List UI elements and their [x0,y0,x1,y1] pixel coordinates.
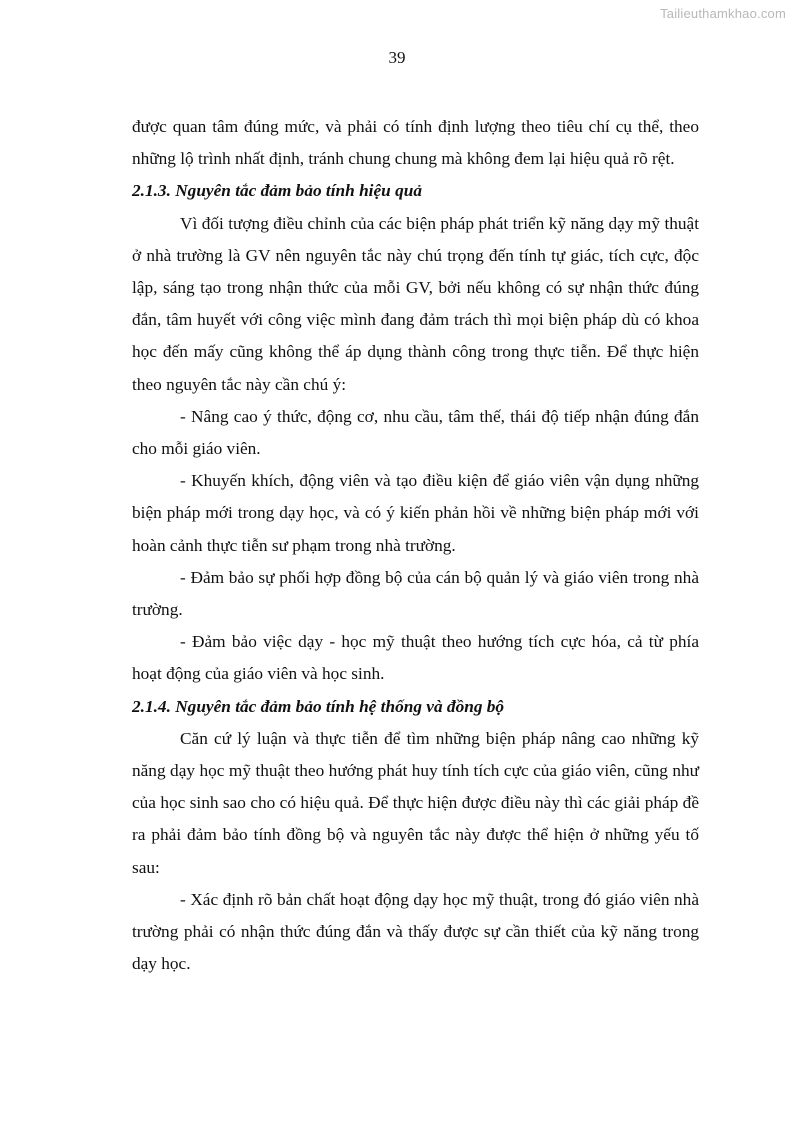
paragraph-continuation: được quan tâm đúng mức, và phải có tính định lượng theo tiêu chí cụ thể, theo những lộ trình nhất định, tránh chung chung mà không đem lại hiệu quả rõ rệt. [132,117,699,169]
watermark: Tailieuthamkhao.com [660,6,786,21]
paragraph: Căn cứ lý luận và thực tiễn để tìm những biện pháp nâng cao những kỹ năng dạy học mỹ thuật theo hướng phát huy tính tích cực của giáo viên, cũng như của học sinh sao cho có hiệu quả. Để thực hiện được điều này thì các giải pháp đề ra phải đảm bảo tính đồng bộ và nguyên tắc này được thể hiện ở những yếu tố sau: [132,728,699,877]
list-item: - Khuyến khích, động viên và tạo điều kiện để giáo viên vận dụng những biện pháp mới trong dạy học, và có ý kiến phản hồi về những biện pháp mới với hoàn cảnh thực tiễn sư phạm trong nhà trường. [132,471,699,555]
list-item: - Nâng cao ý thức, động cơ, nhu cầu, tâm thế, thái độ tiếp nhận đúng đắn cho mỗi giáo viên. [132,406,699,459]
paragraph: Vì đối tượng điều chỉnh của các biện pháp phát triển kỹ năng dạy mỹ thuật ở nhà trường là GV nên nguyên tắc này chú trọng đến tính tự giác, tích cực, độc lập, sáng tạo trong nhận thức của mỗi GV, bởi nếu không có sự nhận thức đúng đắn, tâm huyết với công việc mình đang đảm trách thì mọi biện pháp dù có khoa học đến mấy cũng không thể áp dụng thành công trong thực tiễn. Để thực hiện theo nguyên tắc này cần chú ý: [132,213,699,394]
list-item: - Đảm bảo sự phối hợp đồng bộ của cán bộ quản lý và giáo viên trong nhà trường. [132,567,699,620]
section-heading-2-1-3: 2.1.3. Nguyên tắc đảm bảo tính hiệu quả [132,181,422,201]
list-item: - Đảm bảo việc dạy - học mỹ thuật theo hướng tích cực hóa, cả từ phía hoạt động của giáo viên và học sinh. [132,632,699,684]
section-heading-2-1-4: 2.1.4. Nguyên tắc đảm bảo tính hệ thống và đồng bộ [132,696,505,716]
document-body [132,111,699,980]
list-item: - Xác định rõ bản chất hoạt động dạy học mỹ thuật, trong đó giáo viên nhà trường phải có nhận thức đúng đắn và thấy được sự cần thiết của kỹ năng trong dạy học. [132,889,699,974]
page-number: 39 [388,48,406,67]
